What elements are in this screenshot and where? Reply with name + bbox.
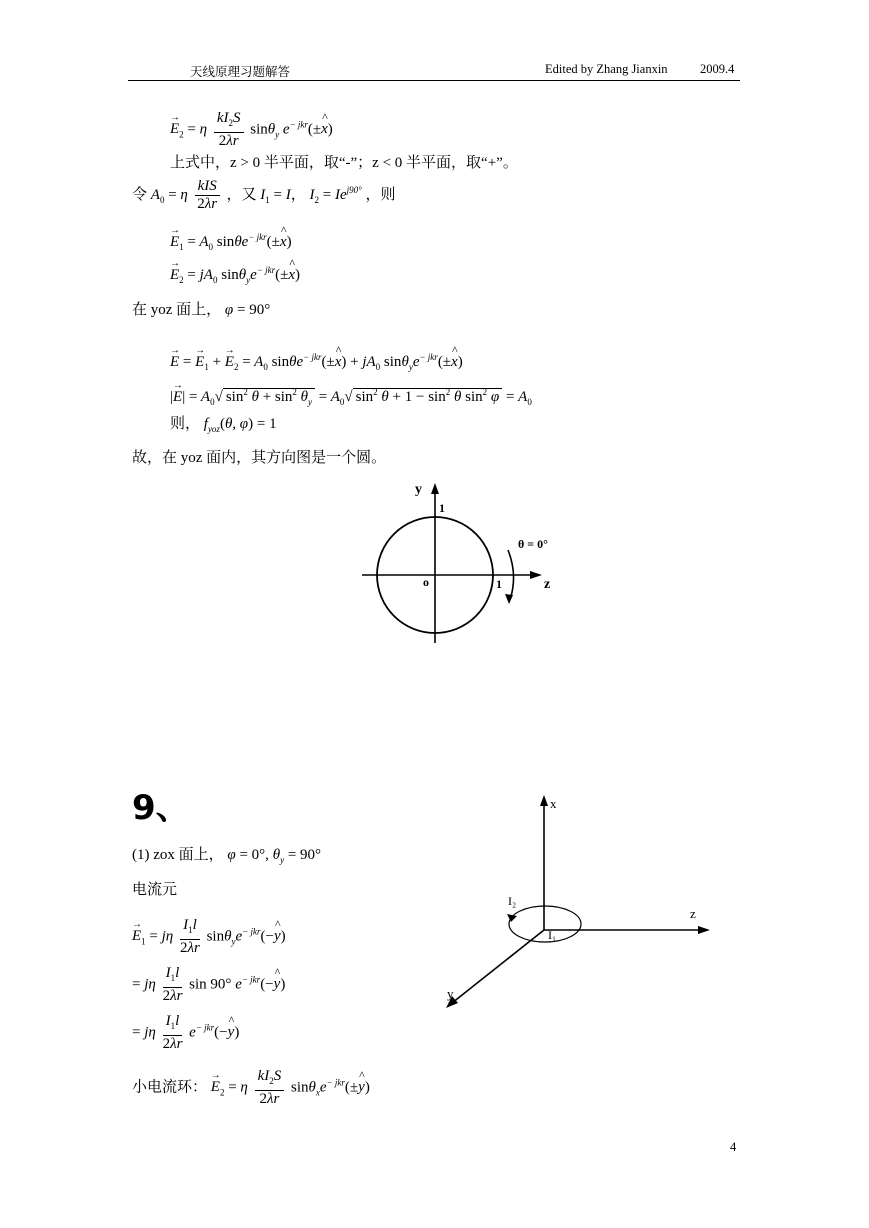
equation-e1-dipole: → $E_1 = j\eta$ $\frac{I_1l}{2\lambda r}$ $\sin\theta_ye^{- jkr}(-\^{}$ y) [132,917,286,957]
equation-e2-j: → $E_2 = jA_0$ $\sin\theta_ye^{- jkr}(\pm\^{}$ x) [170,261,300,289]
dipole-label: 电流元 [132,882,178,898]
header-title: 天线原理习题解答 [190,65,291,79]
header-editor: Edited by Zhang Jianxin [545,62,668,76]
y-axis-arrow [431,483,439,494]
yoz-intro-text: 在 yoz 面上， [132,302,222,318]
ling-text: 令 [132,186,148,203]
fig2-x-label: x [550,796,557,811]
coordinate-figure [430,790,730,1020]
header-rule [128,80,740,81]
loop-label: 小电流环： [132,1079,208,1096]
ze2-text: 则， [170,416,201,432]
equation-a0: 令 $A_0 = \eta$ $\frac{\text{kIS}}{2\lambda r}$ ，又 $I_1 = I$， $I_2 = Ie^{j90^\circ}$ ，则 [132,178,396,212]
section-number: 9、 [132,788,190,828]
yoz-intro: 在 yoz 面上， φ = 90° [132,302,271,318]
fig2-i1-label: I₁ [548,928,557,942]
fig1-z-label: z [544,577,551,592]
equation-e1-dipole-3: = jη $\frac{I_1l}{2\lambda r}$ $e^{- jkr}(-\^{}$ y) [132,1013,239,1053]
z-axis-3d-arrow [698,926,710,934]
fig1-origin-label: o [423,575,429,589]
page-number: 4 [730,1140,737,1154]
fig1-y-label: y [415,482,422,497]
fig2-i2-label: I₂ [508,894,517,908]
equation-e-sum: → E = → $E_1$ + → $E_2 = A_0$ sinθe$^{- jkr}$(±^ $x) + jA_0$ $\sin\theta_ye^{- jkr}(\pm\^{}$ x) [170,348,463,376]
equation-e2-loop: 小电流环： → $E_2 = \eta$ $\frac{kI_2S}{2\lambda r}$ $\sin\theta_xe^{- jkr}(\pm\^{}$ y) [132,1068,370,1108]
fig1-tick-z: 1 [496,577,502,591]
equation-f-yoz: 则， $f_{yoz}(\theta$, φ) = 1 [170,416,277,434]
zox-intro-text: (1) zox 面上， [132,847,224,863]
theta-arc-arrow [505,594,513,604]
yoz-pattern-figure [360,478,590,648]
conclusion-text: 故，在 yoz 面内，其方向图是一个圆。 [132,450,387,466]
ze-text: ，则 [365,186,396,203]
loop-arrow [507,914,517,922]
fig2-y-label: y [447,986,454,1001]
equation-e-mag: |→ $E| = A_0√$ $\sin^2 \theta + \sin^2 \theta_y = A_0√$ $\sin^2 \theta + 1 - \sin^2 \theta$ $\sin^2 \varphi = A_0$ [170,383,532,411]
equation-e1-dipole-2: = jη $\frac{I_1l}{2\lambda r}$ sin 90° $e^{- jkr}(-\^{}$ y) [132,965,285,1005]
fig2-z-label: z [690,906,696,921]
current-loop [509,906,581,942]
fig1-tick-y: 1 [439,501,445,515]
fig1-theta-label: θ = 0° [518,537,548,551]
z-axis-arrow [530,571,542,579]
equation-e2: → $E_2 = \eta$ $\frac{kI_2S}{2\lambda r}$ sinθ$_y$ $e^{- jkr}(\pm\^{}$ x) [170,110,333,150]
equation-e1: → $E_1 = A_0$ sinθe$^{- jkr}$(±^ x) [170,228,292,256]
comma-text: ， [290,186,306,203]
zox-intro: (1) zox 面上， φ = 0°, $\theta_y = 90^\circ$ [132,847,322,865]
you-text: ，又 [226,186,257,203]
header-date: 2009.4 [700,62,735,76]
halfplane-text: 上式中，z > 0 半平面，取“-”；z < 0 半平面，取“+”。 [170,155,518,171]
x-axis-arrow [540,795,548,806]
